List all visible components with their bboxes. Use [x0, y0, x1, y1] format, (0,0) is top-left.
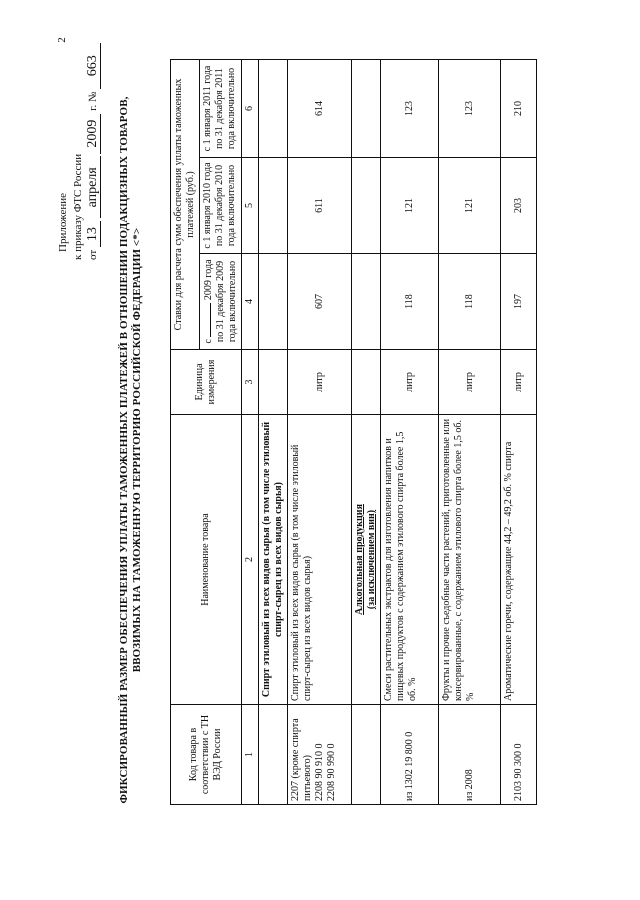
- col-number-6: 6: [242, 59, 259, 157]
- column-number-row: [242, 59, 259, 804]
- row1-code-line2: 2208 90 910 0: [314, 743, 325, 801]
- appendix-order-ref: к приказу ФТС России: [72, 153, 84, 260]
- row3-v2011: 123: [439, 59, 501, 157]
- title-line-1: ФИКСИРОВАННЫЙ РАЗМЕР ОБЕСПЕЧЕНИЯ УПЛАТЫ ТАМОЖЕННЫХ ПЛАТЕЖЕЙ В ОТНОШЕНИИ ПОДАКЦИЗНЫХ ТОВАРОВ,: [118, 96, 130, 804]
- row2-v2009: 118: [381, 254, 439, 350]
- row1-v2011: 614: [288, 59, 352, 157]
- section-row-alcohol: [352, 59, 381, 804]
- col-number-3: 3: [242, 350, 259, 415]
- page-number: 2: [56, 37, 68, 43]
- appendix-year: 2009: [86, 114, 101, 154]
- appendix-number: 663: [86, 43, 101, 89]
- title-line-2: ВВОЗИМЫХ НА ТАМОЖЕННУЮ ТЕРРИТОРИЮ РОССИЙСКОЙ ФЕДЕРАЦИИ <*>: [131, 227, 143, 673]
- col-number-2: 2: [242, 415, 259, 705]
- section-row-spirit: [259, 59, 288, 804]
- rates-table: [170, 59, 537, 805]
- row3-v2010: 121: [439, 158, 501, 254]
- row2-v2010: 121: [381, 158, 439, 254]
- col-number-5: 5: [242, 158, 259, 254]
- row2-name: Смеси растительных экстрактов для изготовления напитков и пищевых продуктов с содержанием этилового спирта более 1,5 об. %: [381, 415, 439, 705]
- row3-name: Фрукты и прочие съедобные части растений, приготовленные или консервированные, с содержанием этилового спирта более 1,5 об. %: [439, 415, 501, 705]
- appendix-no-sign: №: [87, 91, 99, 103]
- header-row-1: [171, 59, 200, 804]
- col-number-4: 4: [242, 254, 259, 350]
- section-alcohol-heading: [352, 415, 381, 705]
- header-unit: Единица измерения: [171, 350, 242, 415]
- table-row: [381, 59, 439, 804]
- row1-code-line1: 2207 (кроме спирта питьевого): [290, 718, 313, 801]
- row4-v2009: 197: [501, 254, 537, 350]
- appendix-block: [56, 45, 101, 260]
- table-row: [439, 59, 501, 804]
- row4-v2011: 210: [501, 59, 537, 157]
- header-code: Код товара в соответствии с ТН ВЭД России: [171, 705, 242, 805]
- row1-v2009: 607: [288, 254, 352, 350]
- row4-code: 2103 90 300 0: [501, 705, 537, 805]
- section-alcohol-line2: (за исключением вин): [366, 509, 377, 610]
- row4-v2010: 203: [501, 158, 537, 254]
- row4-unit: литр: [501, 350, 537, 415]
- row1-v2010: 611: [288, 158, 352, 254]
- row3-unit: литр: [439, 350, 501, 415]
- table-row: [501, 59, 537, 804]
- period1-suffix: года по 31 декабря 2009 года включительно: [203, 259, 238, 343]
- appendix-title: Приложение: [57, 192, 69, 252]
- header-rates-group: Ставки для расчета сумм обеспечения уплаты таможенных платежей (руб.): [171, 59, 200, 349]
- table-row: [288, 59, 352, 804]
- row2-code: из 1302 19 800 0: [381, 705, 439, 805]
- appendix-g: г.: [87, 104, 99, 111]
- period1-prefix: с: [203, 339, 214, 344]
- period1-year: 2009: [203, 280, 214, 301]
- date-blank: [202, 303, 211, 337]
- col-number-1: 1: [242, 705, 259, 805]
- section-spirit-heading: Спирт этиловый из всех видов сырья (в том числе этиловый спирт-сырец из всех видов сырья): [259, 415, 288, 705]
- header-period-2009: [200, 254, 242, 350]
- section-alcohol-line1: Алкогольная продукция: [354, 504, 365, 615]
- header-period-2010: с 1 января 2010 года по 31 декабря 2010 года включительно: [200, 158, 242, 254]
- row1-name: Спирт этиловый из всех видов сырья (в том числе этиловый спирт-сырец из всех видов сырья): [288, 415, 352, 705]
- row4-name: Ароматические горечи, содержащие 44,2 – 49,2 об. % спирта: [501, 415, 537, 705]
- row1-unit: литр: [288, 350, 352, 415]
- row1-code-line3: 2208 90 990 0: [326, 743, 337, 801]
- appendix-ot: от: [87, 249, 99, 260]
- appendix-date-line: [86, 45, 101, 260]
- document-title: [118, 60, 144, 840]
- row3-v2009: 118: [439, 254, 501, 350]
- appendix-month: апреля: [86, 156, 101, 218]
- row2-unit: литр: [381, 350, 439, 415]
- row2-v2011: 123: [381, 59, 439, 157]
- header-name: Наименование товара: [171, 415, 242, 705]
- appendix-day: 13: [86, 221, 101, 247]
- header-period-2011: с 1 января 2011 года по 31 декабря 2011 года включительно: [200, 59, 242, 157]
- row1-code: [288, 705, 352, 805]
- row3-code: из 2008: [439, 705, 501, 805]
